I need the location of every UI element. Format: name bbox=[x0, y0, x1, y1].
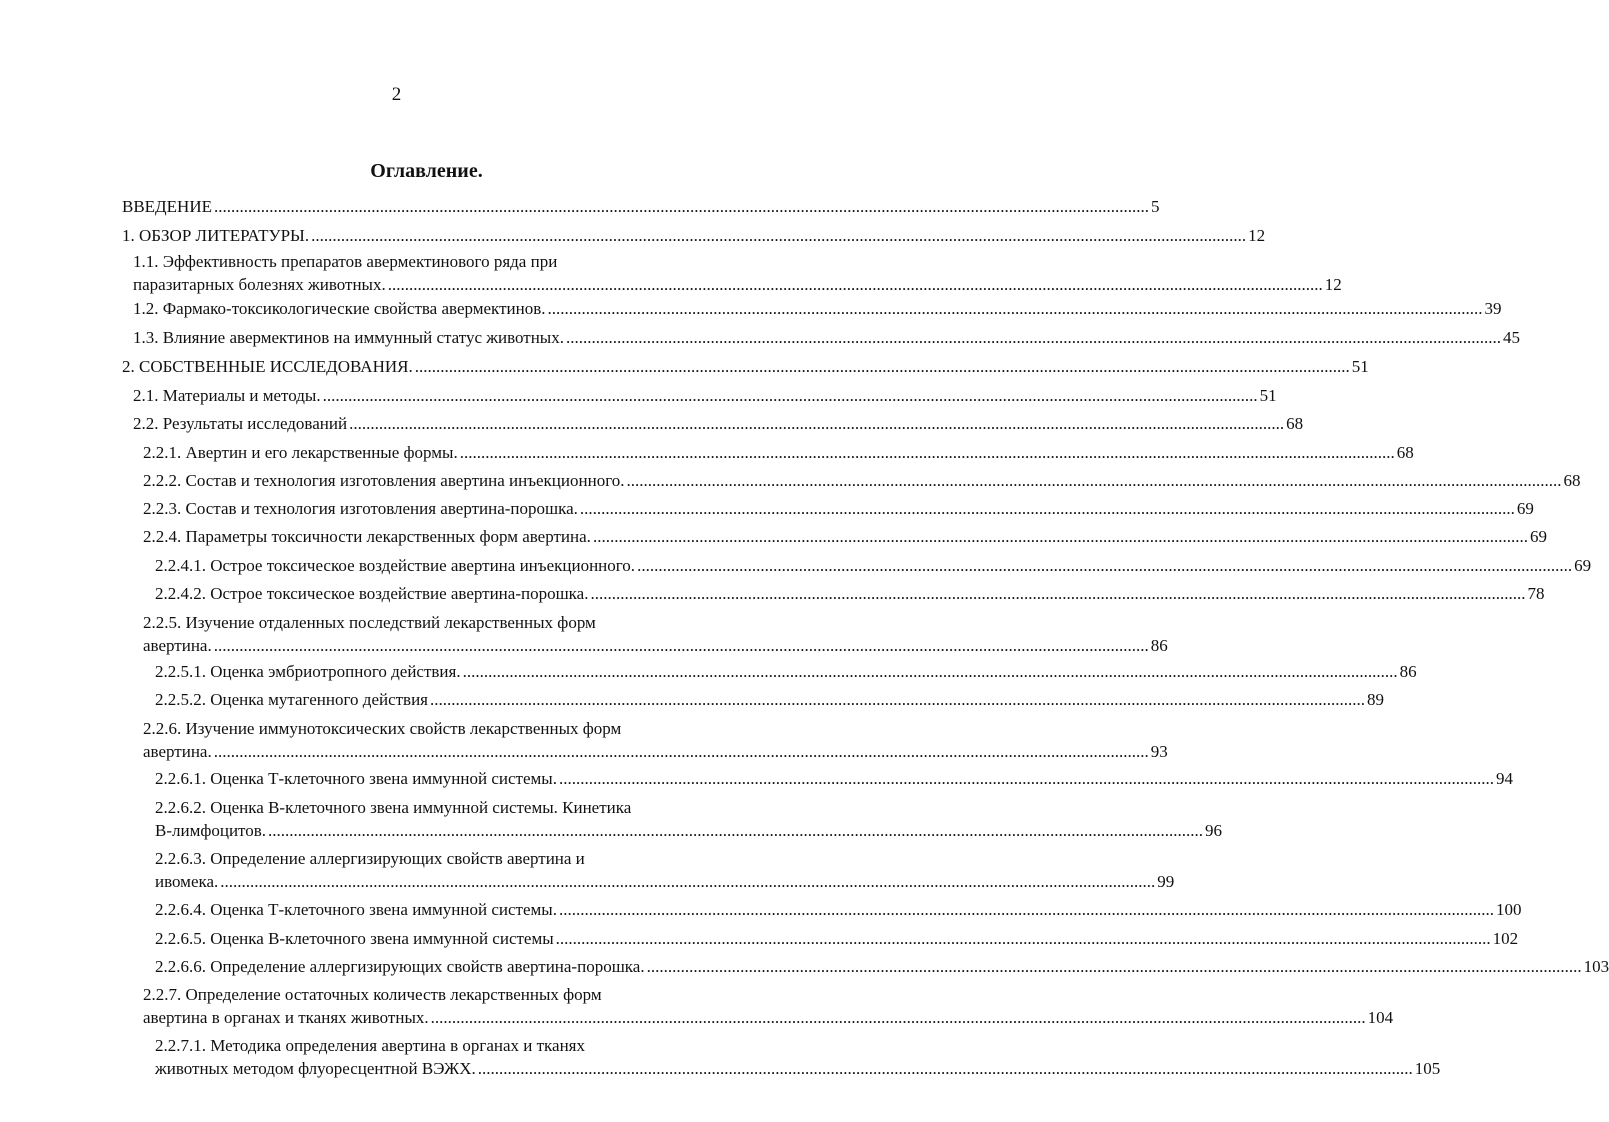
toc-entry-page: 68 bbox=[1286, 414, 1304, 433]
toc-entry bbox=[0, 497, 1534, 520]
toc-entry-title: животных методом флуоресцентной ВЭЖХ. bbox=[155, 1059, 476, 1078]
toc-entry-title: 2.1. Материалы и методы. bbox=[133, 386, 321, 405]
toc-entry bbox=[0, 983, 1394, 1029]
toc-entry bbox=[0, 326, 1520, 349]
toc-entry-page: 89 bbox=[1367, 690, 1385, 709]
toc-entry-page: 39 bbox=[1484, 299, 1502, 318]
toc-entry-page: 102 bbox=[1492, 929, 1519, 948]
toc-entry-title: паразитарных болезнях животных. bbox=[133, 275, 386, 294]
toc-entry-title: 2.2. Результаты исследований bbox=[133, 414, 348, 433]
toc-entry bbox=[0, 412, 1304, 435]
toc-title: Оглавление. bbox=[370, 160, 483, 182]
toc-entry-page: 12 bbox=[1248, 226, 1266, 245]
toc-entry-page: 104 bbox=[1367, 1008, 1394, 1027]
toc-entry bbox=[0, 847, 1175, 893]
toc-entry-title: 2.2.6.1. Оценка Т-клеточного звена иммунной системы. bbox=[155, 769, 557, 788]
toc-entry bbox=[0, 717, 1168, 763]
toc-entry-title: 2.2.4. Параметры токсичности лекарственных форм авертина. bbox=[143, 527, 591, 546]
toc-entry-page: 45 bbox=[1502, 328, 1520, 347]
toc-entry-page: 103 bbox=[1583, 957, 1609, 976]
toc-entry bbox=[0, 660, 1417, 683]
toc-entry-page: 94 bbox=[1495, 769, 1513, 788]
toc-entry-title: 2.2.2. Состав и технология изготовления авертина инъекционного. bbox=[143, 471, 625, 490]
toc-entry-page: 99 bbox=[1157, 872, 1175, 891]
toc-entry-title: авертина. bbox=[143, 636, 212, 655]
toc-entry-title: 2.2.5.2. Оценка мутагенного действия bbox=[155, 690, 429, 709]
toc-entry-page: 51 bbox=[1259, 386, 1277, 405]
toc-entry-page: 69 bbox=[1516, 499, 1534, 518]
toc-entry-title: 2. СОБСТВЕННЫЕ ИССЛЕДОВАНИЯ. bbox=[122, 357, 413, 376]
toc-entry-page: 69 bbox=[1574, 556, 1592, 575]
toc-entry-title-line1: 2.2.6.2. Оценка В-клеточного звена иммунной системы. Кинетика bbox=[155, 798, 632, 817]
toc-entry-title: 2.2.6.5. Оценка В-клеточного звена иммунной системы bbox=[155, 929, 554, 948]
toc-entry-title: 2.2.6.6. Определение аллергизирующих свойств авертина-порошка. bbox=[155, 957, 645, 976]
toc-entry bbox=[0, 195, 1160, 218]
toc-entry bbox=[0, 898, 1522, 921]
toc-entry-title-line1: 2.2.7.1. Методика определения авертина в органах и тканях bbox=[155, 1036, 585, 1055]
toc-entry-title-line1: 2.2.7. Определение остаточных количеств лекарственных форм bbox=[143, 985, 602, 1004]
toc-entry-title-line1: 2.2.5. Изучение отдаленных последствий лекарственных форм bbox=[143, 613, 596, 632]
toc-entry-title: 2.2.5.1. Оценка эмбриотропного действия. bbox=[155, 662, 461, 681]
toc-entry bbox=[0, 796, 1223, 842]
toc-entry-page: 12 bbox=[1324, 275, 1342, 294]
toc-entry-title: 2.2.3. Состав и технология изготовления авертина-порошка. bbox=[143, 499, 578, 518]
toc-entry-page: 93 bbox=[1150, 742, 1168, 761]
toc-entry-title: 1.3. Влияние авермектинов на иммунный статус животных. bbox=[133, 328, 564, 347]
toc-entry bbox=[0, 250, 1342, 296]
toc-entry-page: 51 bbox=[1351, 357, 1369, 376]
toc-entry bbox=[0, 1034, 1441, 1080]
toc-entry bbox=[0, 767, 1513, 790]
toc-entry-title-line1: 2.2.6. Изучение иммунотоксических свойств лекарственных форм bbox=[143, 719, 622, 738]
toc-entry-page: 5 bbox=[1150, 197, 1160, 216]
toc-entry bbox=[0, 554, 1592, 577]
toc-entry bbox=[0, 355, 1369, 378]
toc-entry bbox=[0, 611, 1168, 657]
toc-entry bbox=[0, 441, 1414, 464]
toc-entry-title: 1.2. Фармако-токсикологические свойства авермектинов. bbox=[133, 299, 546, 318]
toc-entry-page: 96 bbox=[1205, 821, 1223, 840]
toc-entry bbox=[0, 582, 1545, 605]
toc-entry bbox=[0, 384, 1277, 407]
toc-entry-page: 68 bbox=[1563, 471, 1581, 490]
toc-entry-page: 86 bbox=[1399, 662, 1417, 681]
toc-entry bbox=[0, 469, 1581, 492]
toc-entry-title-line1: 2.2.6.3. Определение аллергизирующих свойств авертина и bbox=[155, 849, 585, 868]
toc-entry-title: ивомека. bbox=[155, 872, 219, 891]
toc-entry-title: 1. ОБЗОР ЛИТЕРАТУРЫ. bbox=[122, 226, 310, 245]
toc-entry-page: 69 bbox=[1529, 527, 1547, 546]
toc-entry-title: В-лимфоцитов. bbox=[155, 821, 267, 840]
toc-entry-title: авертина в органах и тканях животных. bbox=[143, 1008, 429, 1027]
toc-entry bbox=[0, 955, 1609, 978]
toc-entry-title: 2.2.6.4. Оценка Т-клеточного звена иммунной системы. bbox=[155, 900, 557, 919]
toc-entry-page: 105 bbox=[1414, 1059, 1441, 1078]
toc-entry-title: ВВЕДЕНИЕ bbox=[122, 197, 212, 216]
page-number: 2 bbox=[391, 84, 402, 105]
toc-entry-title: 2.2.4.1. Острое токсическое воздействие авертина инъекционного. bbox=[155, 556, 636, 575]
toc-entry-page: 100 bbox=[1495, 900, 1522, 919]
toc-entry bbox=[0, 224, 1266, 247]
toc-entry-title-line1: 1.1. Эффективность препаратов авермектинового ряда при bbox=[133, 252, 558, 271]
toc-entry bbox=[0, 927, 1519, 950]
toc-entry-page: 68 bbox=[1396, 443, 1414, 462]
toc-entry-page: 86 bbox=[1150, 636, 1168, 655]
toc-entry bbox=[0, 688, 1385, 711]
toc-entry bbox=[0, 525, 1547, 548]
toc-entry-title: 2.2.4.2. Острое токсическое воздействие авертина-порошка. bbox=[155, 584, 589, 603]
toc-entry bbox=[0, 297, 1502, 320]
toc-entry-page: 78 bbox=[1527, 584, 1545, 603]
toc-entry-title: авертина. bbox=[143, 742, 212, 761]
toc-entry-title: 2.2.1. Авертин и его лекарственные формы. bbox=[143, 443, 458, 462]
